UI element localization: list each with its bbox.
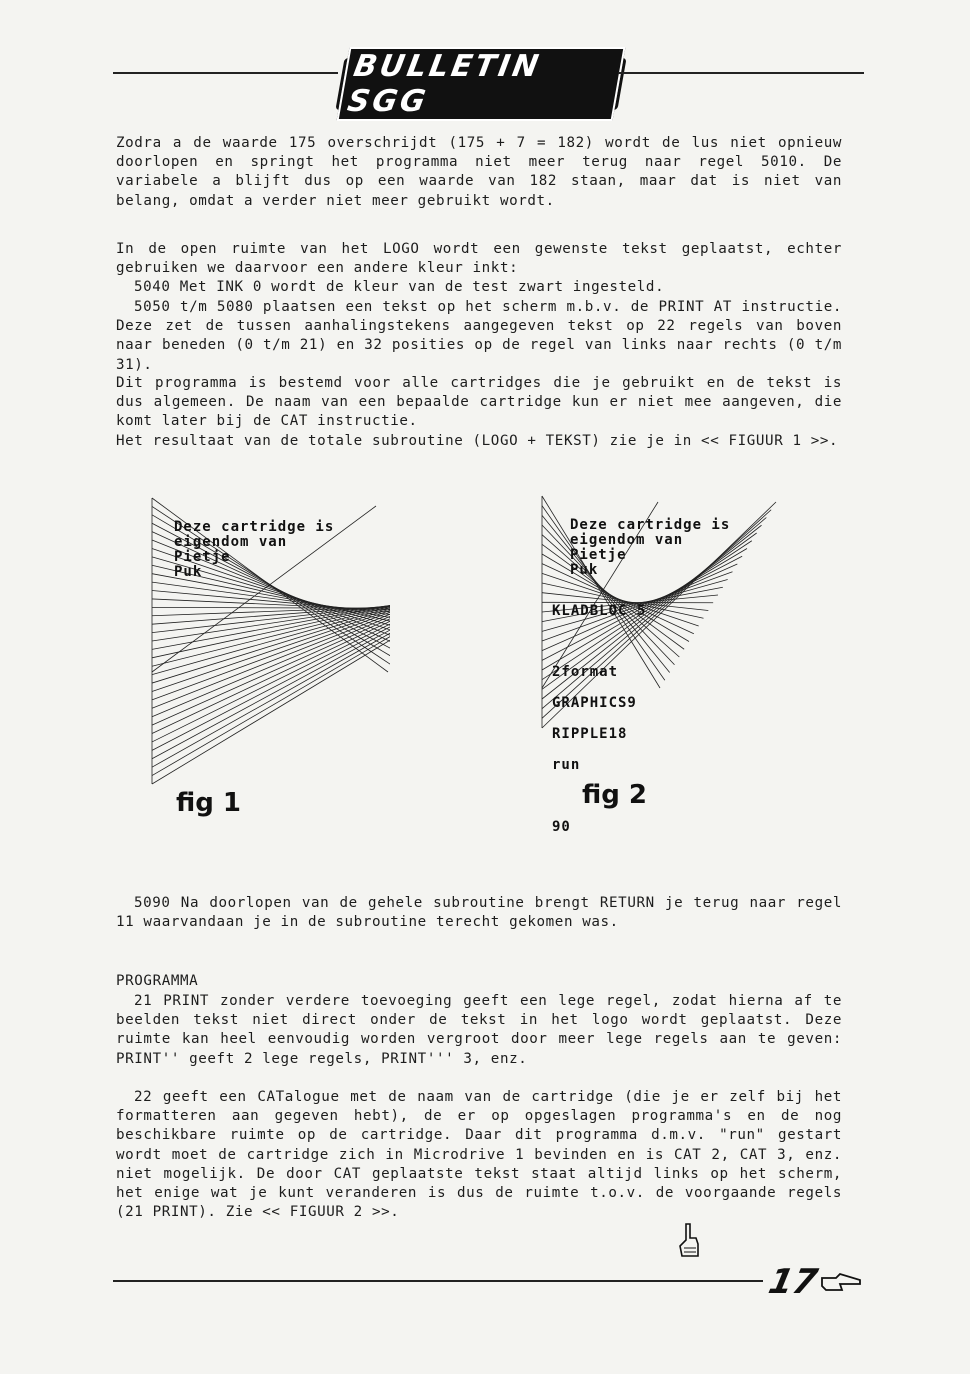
catalog-line: GRAPHICS9 [552, 695, 637, 711]
page-number: 17 [765, 1262, 821, 1302]
figure-1-text: Deze cartridge is eigendom van Pietje Puk [174, 519, 335, 580]
paragraph-logo-text: In de open ruimte van het LOGO wordt een gewenste tekst geplaatst, echter gebruiken we daarvoor een andere kleur inkt: [116, 241, 842, 277]
catalog-line: 2format [552, 664, 619, 680]
paragraph-5050: 5050 t/m 5080 plaatsen een tekst op het scherm m.b.v. de PRINT AT instructie. Deze zet de tussen aanhalingstekens aangegeven tekst op 22 regels van boven naar beneden (0 t/m 21) en 32 posities op de regel van links naar rechts (0 t/m 31). [116, 299, 842, 373]
paragraph-5040: 5040 Met INK 0 wordt de kleur van de test zwart ingesteld. [134, 279, 665, 295]
paragraph-cartridges: Dit programma is bestemd voor alle cartridges die je gebruikt en de tekst is dus algemeen. De naam van een bepaalde cartridge kun er niet mee aangeven, die komt later bij de CAT instructie. [116, 375, 842, 430]
figure-1-caption: fig 1 [176, 788, 242, 818]
header-rule-left [113, 72, 338, 74]
paragraph-result: Het resultaat van de totale subroutine (LOGO + TEKST) zie je in << FIGUUR 1 >>. [116, 433, 839, 449]
figure-2-text: Deze cartridge is eigendom van Pietje Puk [570, 517, 731, 578]
figure-1 [140, 492, 390, 822]
catalog-line: run [552, 757, 581, 773]
pointing-hand-right-icon [820, 1270, 866, 1294]
catalog-line: RIPPLE18 [552, 726, 628, 742]
figure-2 [540, 492, 790, 835]
paragraph-5090: 5090 Na doorlopen van de gehele subroutine brengt RETURN je terug naar regel 11 waarvandaan je in de subroutine terecht gekomen was. [116, 895, 842, 931]
catalog-line [552, 635, 646, 650]
paragraph-22-cat: 22 geeft een CATalogue met de naam van de cartridge (die je er zelf bij het formatteren aan gegeven hebt), de er op opgeslagen programma's en de nog beschikbare ruimte op de cartridge. Daar dit programma d.m.v. "run" gestart wordt moet de cartridge zich in Microdrive 1 bevinden en is CAT 2, CAT 3, enz. niet mogelijk. De door CAT geplaatste tekst staat altijd links op het scherm, het enige wat je kunt veranderen is dus de ruimte t.o.v. de voorgaande regels (21 PRINT). Zie << FIGUUR 2 >>. [116, 1089, 842, 1221]
paragraph-21-print: 21 PRINT zonder verdere toevoeging geeft een lege regel, zodat hierna af te beelden tekst niet direct onder de tekst in het logo wordt geplaatst. Deze ruimte kan heel eenvoudig worden vergroot door meer lege regels aan te geven: PRINT'' geeft 2 lege regels, PRINT''' 3, enz. [116, 993, 842, 1067]
figure-2-caption: fig 2 [582, 780, 648, 810]
catalog-line: 90 [552, 818, 571, 835]
heading-programma: PROGRAMMA [116, 973, 199, 989]
pointing-hand-icon [676, 1222, 702, 1262]
header-rule-right [618, 72, 864, 74]
footer-rule [113, 1280, 763, 1282]
figure-2-catalog [552, 588, 646, 851]
catalog-line: KLADBLOC 5 [552, 602, 647, 619]
masthead-logo: BULLETIN SGG [335, 58, 626, 110]
paragraph-loop: Zodra a de waarde 175 overschrijdt (175 + 7 = 182) wordt de lus niet opnieuw doorlopen en springt het programma niet meer terug naar regel 5010. De variabele a blijft dus op een waarde van 182 staan, maar dat is niet van belang, omdat a verder niet meer gebruikt wordt. [116, 135, 842, 209]
